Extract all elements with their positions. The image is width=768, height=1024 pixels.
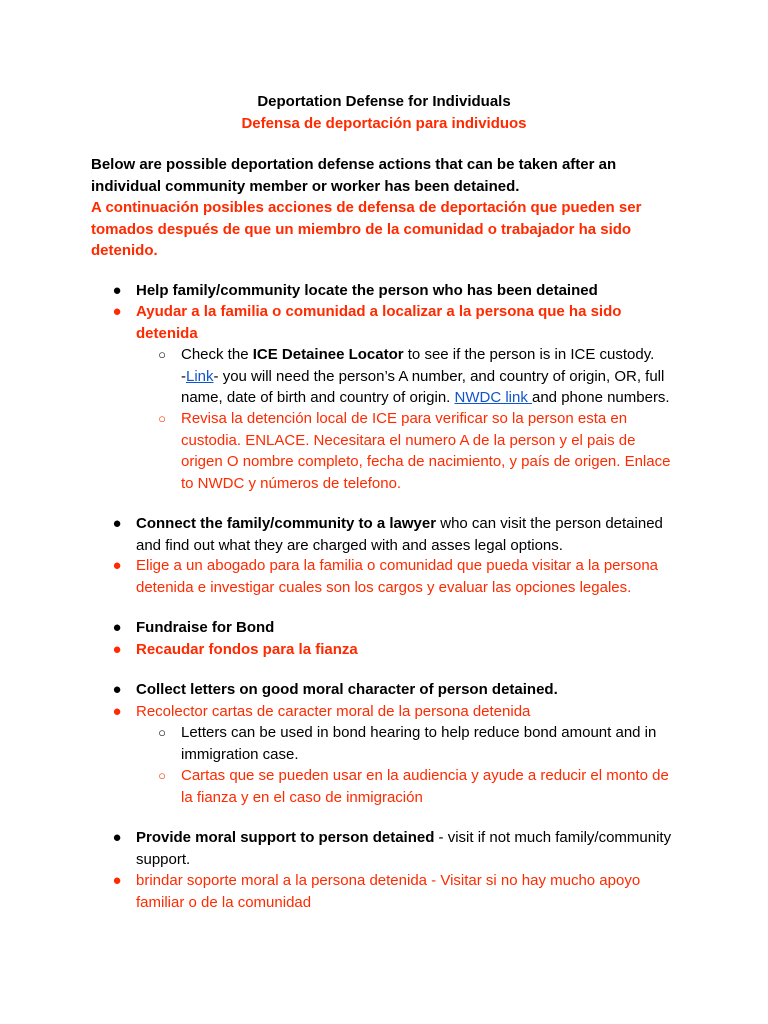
action-locate-person-spanish: Ayudar a la familia o comunidad a localizar a la persona que ha sido detenida	[136, 303, 622, 342]
intro-paragraph-spanish: A continuación posibles acciones de defensa de deportación que pueden ser tomados después de que un miembro de la comunidad o trabajador ha sido detenido.	[91, 199, 642, 259]
action-fundraise-bond-spanish: Recaudar fondos para la fianza	[136, 641, 358, 658]
sub-item-ice-locator	[181, 344, 676, 409]
sub-item-letters-use-spanish: Cartas que se pueden usar en la audiencia y ayude a reducir el monto de la fianza y en el caso de inmigración	[181, 767, 669, 806]
ice-detainee-locator-label: ICE Detainee Locator	[252, 346, 404, 363]
bullet-icon: ●	[112, 303, 122, 320]
bullet-icon: ●	[112, 515, 122, 532]
sub-bullet-icon: ○	[158, 725, 166, 740]
nwdc-link[interactable]: NWDC link	[454, 389, 532, 406]
intro-paragraph: Below are possible deportation defense actions that can be taken after an individual community member or worker has been detained.	[91, 156, 617, 195]
bullet-icon: ●	[112, 681, 122, 698]
sub-item-text: and phone numbers.	[532, 389, 670, 406]
action-fundraise-bond: Fundraise for Bond	[136, 619, 275, 636]
action-moral-support-rest: - visit if not much family/community support.	[136, 829, 672, 868]
action-connect-lawyer-spanish: Elige a un abogado para la familia o comunidad que pueda visitar a la persona detenida e investigar cuales son los cargos y evaluar las opciones legales.	[136, 557, 659, 596]
bullet-icon: ●	[112, 829, 122, 846]
sub-item-text: Check the	[181, 346, 253, 363]
action-moral-support	[136, 827, 681, 870]
bullet-icon: ●	[112, 282, 122, 299]
action-locate-person: Help family/community locate the person who has been detained	[136, 282, 598, 299]
bullet-icon: ●	[112, 703, 122, 720]
sub-item-letters-use: Letters can be used in bond hearing to help reduce bond amount and in immigration case.	[181, 724, 657, 763]
action-collect-letters: Collect letters on good moral character of person detained.	[136, 681, 558, 698]
sub-item-text: -	[181, 367, 186, 385]
bullet-icon: ●	[112, 872, 122, 889]
document-title: Deportation Defense for Individuals	[257, 93, 511, 110]
bullet-icon: ●	[112, 557, 122, 574]
action-moral-support-bold: Provide moral support to person detained	[136, 829, 435, 846]
sub-item-ice-locator-spanish: Revisa la detención local de ICE para verificar so la person esta en custodia. ENLACE. Necesitara el numero A de la person y el pais de origen O nombre completo, fecha de nacimiento, y país de origen. Enlace to NWDC y números de telefono.	[181, 410, 671, 492]
action-connect-lawyer	[136, 513, 676, 556]
action-connect-lawyer-rest: who can visit the person detained and find out what they are charged with and asses legal options.	[136, 515, 663, 554]
document-title-spanish: Defensa de deportación para individuos	[241, 115, 527, 132]
action-moral-support-spanish: brindar soporte moral a la persona detenida - Visitar si no hay mucho apoyo familiar o de la comunidad	[136, 872, 641, 911]
ice-locator-link[interactable]: Link	[186, 367, 214, 385]
sub-item-text: to see if the person is in ICE custody.	[403, 346, 655, 363]
action-connect-lawyer-bold: Connect the family/community to a lawyer	[136, 515, 437, 532]
sub-bullet-icon: ○	[158, 411, 166, 426]
bullet-icon: ●	[112, 619, 122, 636]
sub-bullet-icon: ○	[158, 347, 166, 362]
bullet-icon: ●	[112, 641, 122, 658]
sub-bullet-icon: ○	[158, 768, 166, 783]
sub-item-text: - you will need the person’s A number, and country of origin, OR, full name, date of birth and country of origin.	[181, 367, 665, 406]
action-collect-letters-spanish: Recolector cartas de caracter moral de la persona detenida	[136, 703, 531, 720]
